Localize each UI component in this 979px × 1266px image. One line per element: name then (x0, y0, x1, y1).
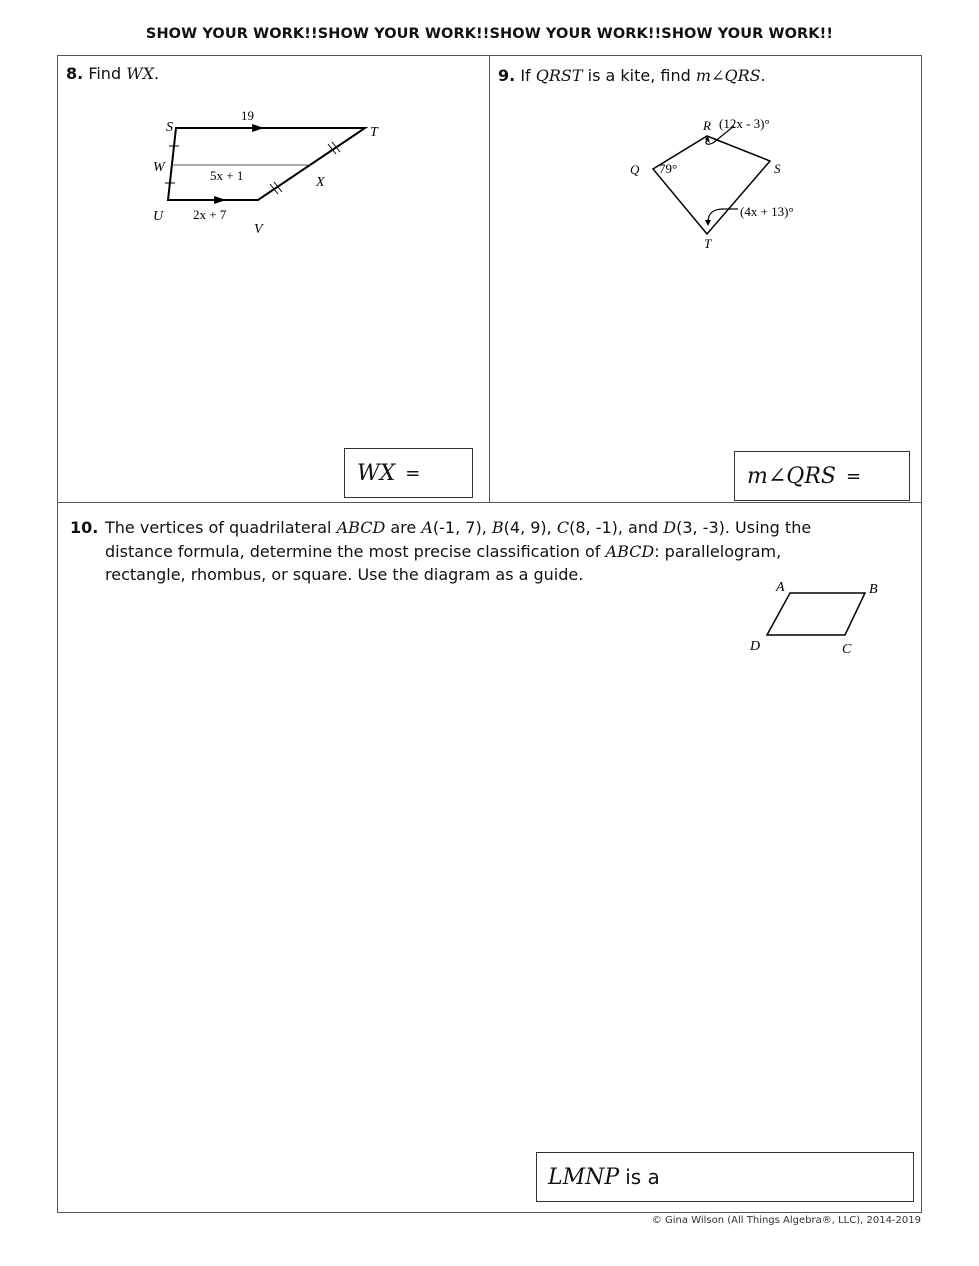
question-number: 9. (498, 66, 516, 85)
vertex-C: C (842, 642, 852, 657)
period: . (760, 66, 766, 85)
kite-outline (653, 136, 770, 234)
vertex-T: T (704, 236, 712, 251)
page-header: SHOW YOUR WORK!!SHOW YOUR WORK!!SHOW YOUR WORK!!SHOW YOUR WORK!! (145, 26, 834, 42)
answer-box-q9[interactable] (734, 451, 910, 501)
parallelogram-outline (767, 593, 865, 635)
coord-D: (3, -3). Using the distance formula, determine the most precise classification of (105, 518, 812, 561)
divider-horizontal (57, 502, 922, 503)
coord-C: (8, -1), and (569, 518, 659, 537)
equals-sign: = (845, 465, 862, 487)
vertex-R: R (703, 118, 711, 133)
question-number: 10. (70, 518, 99, 537)
quad-name: ABCD (605, 541, 655, 561)
target-segment: WX (126, 64, 155, 83)
parallelogram-diagram (745, 573, 885, 663)
kite-name: QRST (535, 66, 583, 85)
quad-name: ABCD (336, 518, 386, 537)
answer-box-q10[interactable] (536, 1152, 914, 1202)
text-segment: : parallelogram, rectangle, rhombus, or square. Use the diagram as a guide. (105, 541, 782, 584)
divider-vertical (489, 55, 490, 502)
vertex-D: D (750, 639, 761, 654)
trapezoid-outline (168, 128, 365, 200)
point-A: A (421, 518, 433, 537)
question-9-prompt (498, 64, 766, 87)
label-midsegment: 5x + 1 (210, 168, 244, 183)
target-angle: m∠QRS (695, 66, 761, 85)
vertex-T: T (370, 125, 378, 140)
vertex-A: A (776, 580, 785, 595)
equals-sign: = (405, 462, 421, 484)
answer-variable: LMNP (548, 1164, 620, 1190)
question-8-prompt (66, 62, 159, 85)
answer-variable: WX (357, 460, 396, 486)
coord-B: (4, 9), (503, 518, 552, 537)
question-number: 8. (66, 64, 84, 83)
label-angle-R: (12x - 3)° (719, 116, 770, 131)
vertex-S: S (774, 161, 781, 176)
answer-text: is a (625, 1165, 660, 1189)
prompt-text-pre: If (520, 66, 531, 85)
text-segment: are (390, 518, 417, 537)
answer-variable: m∠QRS (747, 463, 836, 489)
kite-diagram (620, 110, 820, 255)
arrowhead-T (705, 220, 711, 226)
label-angle-T: (4x + 13)° (740, 204, 794, 219)
prompt-text: Find (88, 64, 122, 83)
period: . (154, 64, 160, 83)
vertex-W: W (153, 160, 165, 175)
copyright-footer: © Gina Wilson (All Things Algebra®, LLC), 2014-2019 (651, 1215, 921, 1226)
label-top: 19 (241, 108, 254, 123)
point-D: D (663, 518, 677, 537)
label-angle-Q: 79° (659, 161, 678, 176)
question-10-prompt (70, 516, 860, 587)
vertex-B: B (869, 582, 878, 597)
point-B: B (491, 518, 504, 537)
parallel-arrow-top (252, 124, 264, 132)
label-bottom: 2x + 7 (193, 207, 227, 222)
vertex-U: U (153, 209, 164, 224)
vertex-S: S (166, 120, 173, 135)
vertex-V: V (254, 222, 263, 237)
parallel-arrow-bottom (214, 196, 226, 204)
answer-box-q8[interactable] (344, 448, 473, 498)
prompt-text-mid: is a kite, find (587, 66, 691, 85)
vertex-Q: Q (630, 162, 640, 177)
point-C: C (556, 518, 570, 537)
question-text (70, 516, 860, 587)
vertex-X: X (316, 175, 325, 190)
coord-A: (-1, 7), (432, 518, 487, 537)
trapezoid-diagram (140, 100, 400, 240)
text-segment: The vertices of quadrilateral (105, 518, 332, 537)
